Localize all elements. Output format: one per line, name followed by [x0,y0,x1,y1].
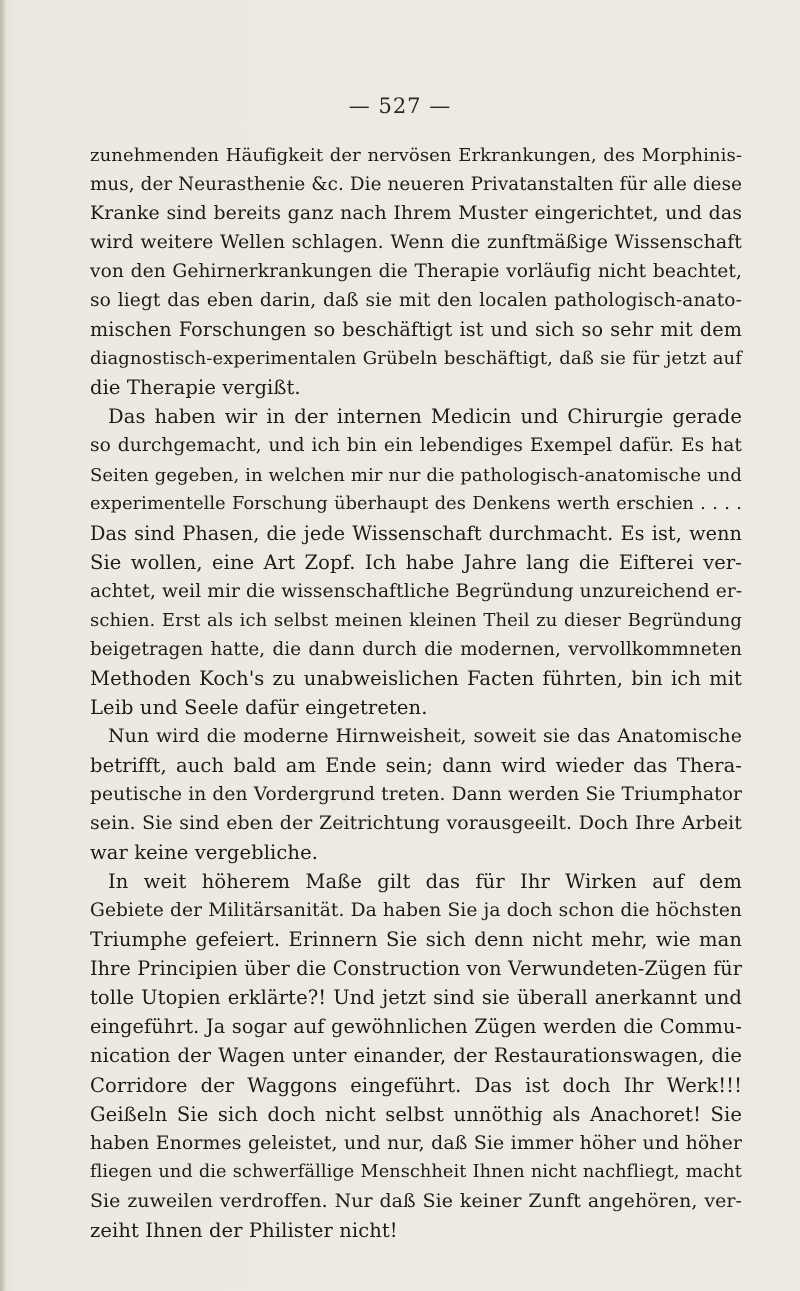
paragraph-2 [90,402,742,722]
text-line: fliegen und die schwerfällige Menschheit Ihnen nicht nachfliegt, macht [90,1161,742,1182]
text-line: wird weitere Wellen schlagen. Wenn die zunftmäßige Wissenschaft [90,231,742,254]
text-line: eingeführt. Ja sogar auf gewöhnlichen Zügen werden die Commu- [90,1015,742,1039]
text-line: Das sind Phasen, die jede Wissenschaft durchmacht. Es ist, wenn [90,521,742,545]
text-line: Das haben wir in der internen Medicin und Chirurgie gerade [108,405,742,429]
text-line: zunehmenden Häufigkeit der nervösen Erkrankungen, des Morphinis- [90,145,742,166]
text-line: Sie zuweilen verdroffen. Nur daß Sie keiner Zunft angehören, ver- [90,1189,742,1212]
text-line: Seiten gegeben, in welchen mir nur die pathologisch-anatomische und [90,464,742,486]
paragraph-4 [90,867,742,1245]
text-line: Corridore der Waggons eingeführt. Das ist doch Ihr Werk!!! [90,1073,742,1097]
text-line: tolle Utopien erklärte?! Und jetzt sind sie überall anerkannt und [90,986,742,1010]
text-line: Nun wird die moderne Hirnweisheit, soweit sie das Anatomische [108,724,742,747]
text-line: so liegt das eben darin, daß sie mit den localen pathologisch-anato- [90,290,742,312]
text-line: mus, der Neurasthenie &c. Die neueren Privatanstalten für alle diese [90,174,742,196]
text-line: experimentelle Forschung überhaupt des Denkens werth erschien . . . . [90,493,742,514]
text-line: sein. Sie sind eben der Zeitrichtung vorausgeeilt. Doch Ihre Arbeit [90,812,742,835]
text-line: Gebiete der Militärsanität. Da haben Sie ja doch schon die höchsten [90,900,742,922]
spine-shadow [0,0,6,1291]
text-line: war keine vergebliche. [90,841,319,865]
text-line: Ihre Principien über die Construction von Verwundeten-Zügen für [90,957,742,981]
text-line: mischen Forschungen so beschäftigt ist und sich so sehr mit dem [90,318,742,342]
text-line: so durchgemacht, und ich bin ein lebendiges Exempel dafür. Es hat [90,435,742,457]
text-line: nication der Wagen unter einander, der Restaurationswagen, die [90,1044,742,1068]
text-line: beigetragen hatte, die dann durch die modernen, vervollkommneten [90,638,742,660]
text-line: diagnostisch-experimentalen Grübeln beschäftigt, daß sie für jetzt auf [90,348,742,370]
body-text [90,141,742,1245]
text-line: Triumphe gefeiert. Erinnern Sie sich denn nicht mehr, wie man [90,928,742,952]
text-line: In weit höherem Maße gilt das für Ihr Wirken auf dem [108,870,742,894]
text-line: betrifft, auch bald am Ende sein; dann wird wieder das Thera- [90,753,742,777]
text-line: die Therapie vergißt. [90,376,301,400]
text-line: haben Enormes geleistet, und nur, daß Sie immer höher und höher [90,1131,742,1154]
text-line: Geißeln Sie sich doch nicht selbst unnöthig als Anachoret! Sie [90,1102,742,1126]
text-line: von den Gehirnerkrankungen die Therapie vorläufig nicht beachtet, [90,261,742,283]
paragraph-1 [90,141,742,402]
page-number: — 527 — [348,94,452,118]
paragraph-3 [90,722,742,867]
text-line: zeiht Ihnen der Philister nicht! [90,1218,398,1242]
text-line: Sie wollen, eine Art Zopf. Ich habe Jahre lang die Eifterei ver- [90,550,742,574]
text-line: peutische in den Vordergrund treten. Dann werden Sie Triumphator [90,784,742,806]
text-line: achtet, weil mir die wissenschaftliche Begründung unzureichend er- [90,580,743,602]
text-line: schien. Erst als ich selbst meinen kleinen Theil zu dieser Begründung [90,609,742,631]
text-line: Leib und Seele dafür eingetreten. [90,695,428,719]
text-line: Methoden Koch's zu unabweislichen Facten führten, bin ich mit [90,666,742,690]
text-line: Kranke sind bereits ganz nach Ihrem Muster eingerichtet, und das [90,202,742,225]
